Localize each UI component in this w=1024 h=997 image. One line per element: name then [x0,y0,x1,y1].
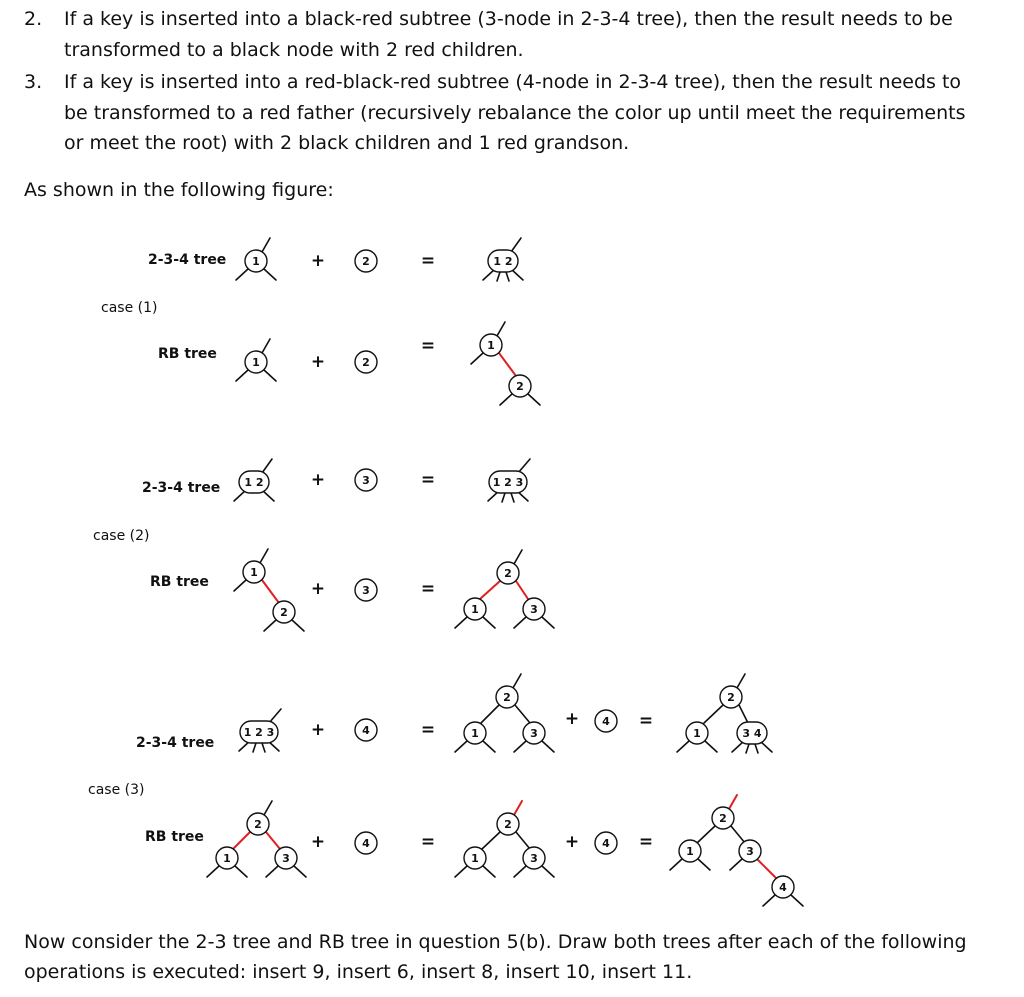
tree-nodes [216,250,794,898]
equals-operator: = [420,832,436,852]
red-edge [729,795,737,809]
child-stub [755,744,758,753]
child-stub [235,866,247,877]
list-text: If a key is inserted into a black-red subtree (3-node in 2-3-4 tree), then the result needs to be transformed to a black node with 2 red children. [64,8,953,61]
tree-edge [516,832,530,849]
red-edge [499,353,516,376]
parent-stub [514,550,522,564]
child-stub [542,617,554,628]
parent-stub [497,322,505,336]
red-edge [266,832,280,849]
node-label: 3 [530,603,538,616]
child-stub [262,743,265,752]
child-stub [455,866,467,877]
parent-stub [513,674,521,688]
child-stub [746,744,749,753]
parent-stub [262,339,270,353]
plus-operator: + [564,832,580,852]
node-label: 2 [719,812,727,825]
tree-edge [731,826,745,843]
node-label: 4 [602,837,610,850]
label-rb-case2: RB tree [150,574,209,590]
node-label: 1 2 [493,255,513,268]
child-stub [763,895,775,906]
tree-edge [481,705,499,723]
child-stub [253,743,256,752]
label-234-case2: 2-3-4 tree [142,480,221,496]
node-label: 1 2 3 [492,476,524,489]
question-text: Now consider the 2-3 tree and RB tree in question 5(b). Draw both trees after each of the following operations is executed: insert 9, insert 6, insert 8, insert 10, insert 11. [24,931,967,983]
list-text: If a key is inserted into a red-black-red subtree (4-node in 2-3-4 tree), then the result needs to be transformed to a red father (recursively rebalance the color up until meet the requirements or meet the root) with 2 black children and 1 red grandson. [64,71,966,154]
node-label: 1 [471,727,479,740]
node-label: 2 [503,691,511,704]
node-label: 1 [693,727,701,740]
plus-operator: + [310,251,326,271]
node-label: 1 [223,852,231,865]
node-label: 1 [471,852,479,865]
child-stub [500,394,512,405]
parent-stub [260,549,268,563]
node-label: 3 [746,845,754,858]
parent-stub [737,674,745,688]
node-label: 1 [487,339,495,352]
child-stub [514,741,526,752]
child-stub [264,269,276,280]
child-stub [264,620,276,631]
child-stub [483,617,495,628]
label-case3: case (3) [88,782,145,798]
node-label: 1 2 [244,476,264,489]
equals-operator: = [420,720,436,740]
child-stub [514,866,526,877]
node-label: 1 [471,603,479,616]
node-label: 1 [250,566,258,579]
child-stub [502,493,505,502]
tree-edge [704,705,723,723]
child-stub [506,272,509,281]
child-stub [266,866,278,877]
list-number: 3. [24,71,43,93]
plus-operator: + [310,720,326,740]
equals-operator: = [638,711,654,731]
label-rb-case3: RB tree [145,829,204,845]
child-stub [514,617,526,628]
equals-operator: = [420,470,436,490]
child-stub [705,741,717,752]
child-stub [542,741,554,752]
node-label: 3 [530,852,538,865]
child-stub [455,741,467,752]
node-label: 2 [362,356,370,369]
plus-operator: + [564,709,580,729]
child-stub [791,895,803,906]
tree-edge [482,832,500,849]
equals-operator: = [420,251,436,271]
figure-intro: As shown in the following figure: [24,179,334,201]
node-label: 1 [252,255,260,268]
node-label: 3 [530,727,538,740]
parent-stub [262,459,272,473]
red-edge [516,581,528,599]
node-label: 1 2 3 [243,726,275,739]
label-rb-case1: RB tree [158,346,217,362]
child-stub [528,394,540,405]
child-stub [264,370,276,381]
label-case2: case (2) [93,528,150,544]
child-stub [483,741,495,752]
child-stub [730,859,742,870]
node-label: 4 [362,837,370,850]
child-stub [234,580,246,591]
node-label: 3 [362,584,370,597]
plus-operator: + [310,470,326,490]
label-234-case1: 2-3-4 tree [148,252,227,268]
node-label: 4 [602,715,610,728]
node-label: 4 [362,724,370,737]
child-stub [294,866,306,877]
red-edge [480,581,500,599]
node-label: 2 [516,380,524,393]
red-edge [233,832,250,849]
child-stub [497,272,500,281]
child-stub [236,370,248,381]
child-stub [207,866,219,877]
node-label: 2 [504,818,512,831]
plus-operator: + [310,579,326,599]
red-edge [262,580,279,603]
plus-operator: + [310,832,326,852]
node-label: 2 [280,606,288,619]
tree-edge [697,826,715,843]
red-edge [514,801,522,815]
node-label: 1 [686,845,694,858]
tree-edge [739,705,748,723]
child-stub [542,866,554,877]
node-label: 2 [254,818,262,831]
label-case1: case (1) [101,300,158,316]
child-stub [455,617,467,628]
node-label: 2 [362,255,370,268]
node-label: 2 [727,691,735,704]
node-label: 3 [282,852,290,865]
child-stub [670,859,682,870]
child-stub [698,859,710,870]
node-label: 3 [362,474,370,487]
node-label: 2 [504,567,512,580]
child-stub [483,866,495,877]
node-label: 4 [779,881,787,894]
parent-stub [511,238,521,252]
node-label: 3 4 [742,727,762,740]
label-234-case3: 2-3-4 tree [136,735,215,751]
child-stub [677,741,689,752]
parent-stub [262,238,270,252]
list-number: 2. [24,8,43,30]
child-stub [471,353,483,364]
red-edge [757,859,778,880]
child-stub [511,493,514,502]
tree-edge [515,705,530,723]
equals-operator: = [638,832,654,852]
node-label: 1 [252,356,260,369]
equals-operator: = [420,336,436,356]
parent-stub [264,801,272,815]
plus-operator: + [310,352,326,372]
child-stub [236,269,248,280]
equals-operator: = [420,579,436,599]
child-stub [292,620,304,631]
